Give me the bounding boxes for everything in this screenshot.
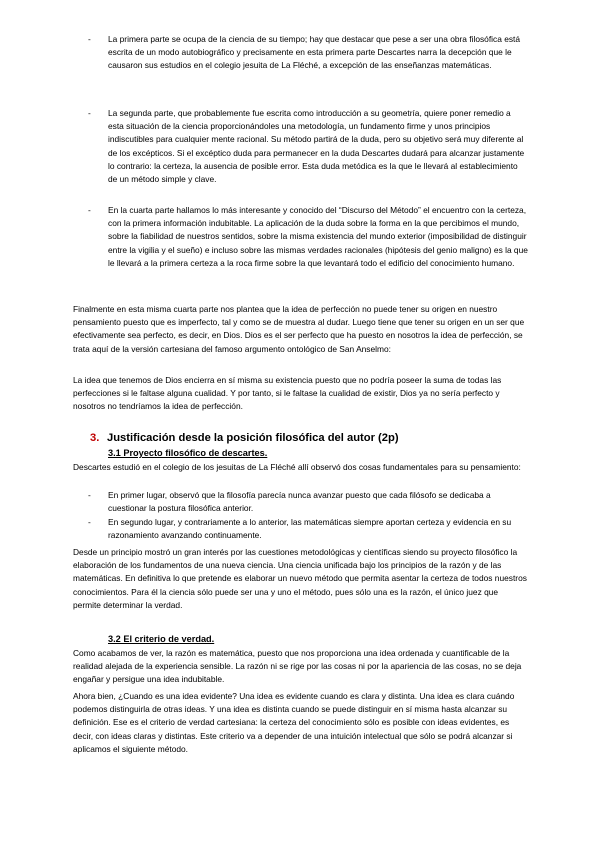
bullet-marker: - xyxy=(88,490,91,500)
paragraph-3-2-first: Como acabamos de ver, la razón es matemática, puesto que nos proporciona una idea ordenada y cuantificable de la realidad alejada de la experiencia sensible. La razón ni se rige por las cosas ni por la apariencia de las cosas, no se deja engañar y persigue una idea indubitable. xyxy=(73,648,522,685)
bullet-text: La primera parte se ocupa de la ciencia de su tiempo; hay que destacar que pese a ser una obra filosófica está escrita de un modo autobiográfico y precisamente en esta primera parte Descartes narra la decepción que le causaron sus estudios en el colegio jesuita de La Fléché, a excepción de las enseñanzas matemáticas. xyxy=(108,34,521,71)
bullet-text: En la cuarta parte hallamos lo más interesante y conocido del “Discurso del Método” el encuentro con la certeza, con la primera información indubitable. La aplicación de la duda sobre la forma en la que percibimos el mundo, sobre la fiabilidad de nuestros sentidos, sobre la misma existencia del mundo exterior (imposibilidad de distinguir entre la vigilia y el sueño) e incluso sobre las mismas verdades racionales (hipótesis del genio maligno) es la que le llevará a la primera certeza a la roca firme sobre la que levantará todo el edificio del conocimiento humano. xyxy=(108,205,528,268)
paragraph-finalmente: Finalmente en esta misma cuarta parte nos plantea que la idea de perfección no puede tener su origen en nuestro pensamiento puesto que es imperfecto, tal y como se de muestra al dudar. Luego tiene que tener su origen en un ser que efectivamente sea perfecto, es decir, en Dios. Dios es el ser perfecto que ha puesto en nosotros la idea de perfección, se trata aquí de la versión cartesiana del famoso argumento ontológico de San Anselmo: xyxy=(73,304,525,354)
section-title: Justificación desde la posición filosófica del autor (2p) xyxy=(107,432,399,444)
subsection-heading-3-2: 3.2 El criterio de verdad. xyxy=(108,634,215,644)
bullet-item-primera-parte xyxy=(88,33,528,73)
bullet-marker: - xyxy=(88,517,91,527)
section-number: 3. xyxy=(90,432,100,444)
bullet-item-segundo-lugar xyxy=(88,516,528,542)
paragraph-3-1-intro: Descartes estudió en el colegio de los jesuitas de La Fléché allí observó dos cosas fundamentales para su pensamiento: xyxy=(73,462,521,472)
bullet-marker: - xyxy=(88,205,91,215)
section-heading xyxy=(90,431,399,445)
bullet-text: La segunda parte, que probablemente fue escrita como introducción a su geometría, quiere poner remedio a esta situación de la ciencia proporcionándoles una metodología, un fundamento firme y unos principios indiscutibles para cualquier mente racional. Su método partirá de la duda, pero su objetivo será muy diferente al de los excépticos. Si el excéptico duda para permanecer en la duda Descartes dudará para alcanzar justamente lo contrario: la certeza, la ausencia de posible error. Esta duda metódica es la que le llevará al establecimiento de un método simple y clave. xyxy=(108,108,525,185)
subsection-heading-3-1: 3.1 Proyecto filosófico de descartes. xyxy=(108,448,268,458)
bullet-marker: - xyxy=(88,108,91,118)
bullet-item-segunda-parte xyxy=(88,107,528,186)
bullet-item-cuarta-parte xyxy=(88,204,528,270)
paragraph-3-1-body: Desde un principio mostró un gran interés por las cuestiones metodológicas y científicas siendo su proyecto filosófico la elaboración de los fundamentos de una nueva ciencia. Una ciencia unificada bajo los principios de la razón y de las matemáticas. En definitiva lo que pretende es elaborar un nuevo método que permita asentar la certeza de todos nuestros conocimientos. Para él la ciencia sólo puede ser una y uno el método, pues sólo una es la razón, el único juez que permite determinar la verdad. xyxy=(73,547,527,610)
bullet-marker: - xyxy=(88,34,91,44)
paragraph-3-2-second: Ahora bien, ¿Cuando es una idea evidente? Una idea es evidente cuando es clara y distinta. Una idea es clara cuándo podemos distinguirla de otras ideas. Y una idea es distinta cuando se puede distinguir en sí misma hasta alcanzar su definición. Ese es el criterio de verdad cartesiana: la certeza del conocimiento sólo es posible con ideas evidentes, es decir, con ideas claras y distintas. Este criterio va a depender de una intuición intelectual que sólo se podrá alcanzar si aplicamos el siguiente método. xyxy=(73,691,515,754)
bullet-text: En segundo lugar, y contrariamente a lo anterior, las matemáticas siempre aportan certeza y evidencia en su razonamiento avanzando continuamente. xyxy=(108,517,512,541)
paragraph-idea-dios: La idea que tenemos de Dios encierra en sí misma su existencia puesto que no podría poseer la suma de todas las perfecciones si le faltase alguna cualidad. Y por tanto, si le faltase la cualidad de existir, Dios ya no sería perfecto y nosotros no tendríamos la idea de perfección. xyxy=(73,375,502,412)
bullet-text: En primer lugar, observó que la filosofía parecía nunca avanzar puesto que cada filósofo se dedicaba a cuestionar la postura filosófica anterior. xyxy=(108,490,491,514)
bullet-item-primer-lugar xyxy=(88,489,528,515)
